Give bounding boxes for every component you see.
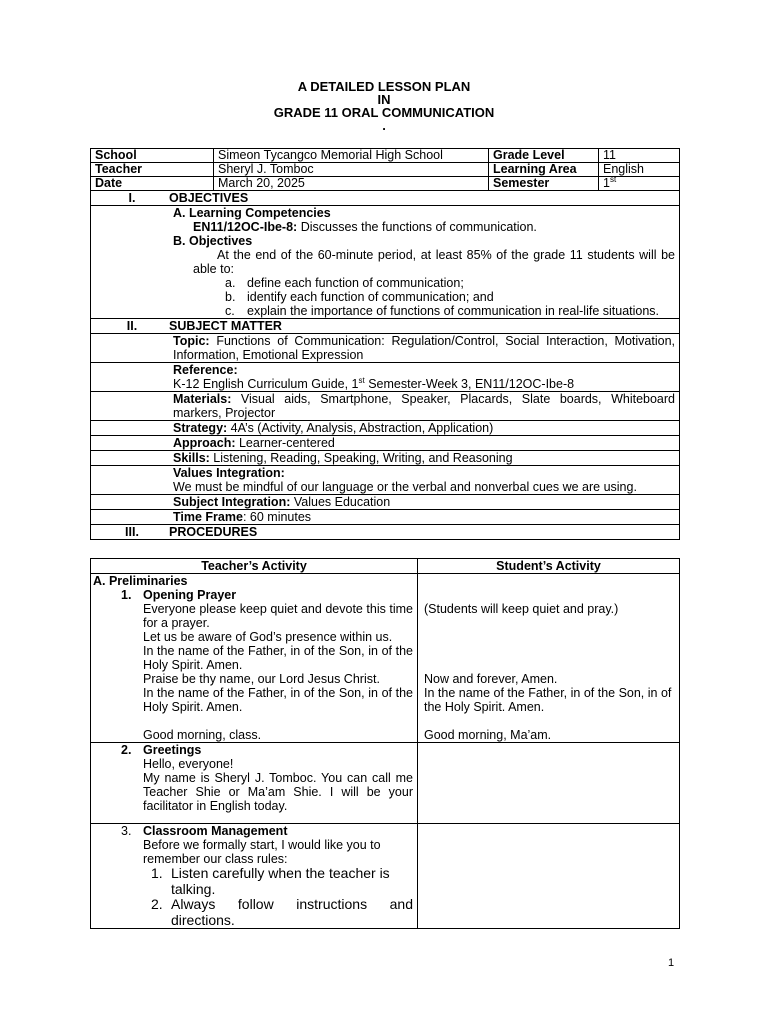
date-label: Date (91, 177, 214, 191)
topic-row: Topic: Functions of Communication: Regulation/Control, Social Interaction, Motivation, Information, Emotional Expression (91, 334, 680, 363)
approach-row: Approach: Learner-centered (91, 436, 680, 451)
doc-title-line3: GRADE 11 ORAL COMMUNICATION (273, 105, 495, 120)
student-activity-header: Student’s Activity (418, 559, 680, 574)
date-value: March 20, 2025 (214, 177, 489, 191)
values-integration-row: Values Integration: We must be mindful of our language or the verbal and nonverbal cues we are using. (91, 466, 680, 495)
teacher-value: Sheryl J. Tomboc (214, 163, 489, 177)
preliminaries-title: A. Preliminaries (93, 574, 188, 588)
subject-integration-row: Subject Integration: Values Education (91, 495, 680, 510)
subject-matter-heading: II. SUBJECT MATTER (91, 319, 680, 334)
objectives-intro: At the end of the 60-minute period, at least 85% of the grade 11 students will be able to: (193, 248, 675, 276)
teacher-label: Teacher (91, 163, 214, 177)
learning-competencies-title: A. Learning Competencies (173, 206, 331, 220)
doc-title-line1: A DETAILED LESSON PLAN (297, 79, 471, 94)
skills-row: Skills: Listening, Reading, Speaking, Writing, and Reasoning (91, 451, 680, 466)
doc-title-line4: . (382, 118, 386, 133)
teacher-activity-header: Teacher’s Activity (91, 559, 418, 574)
school-label: School (91, 149, 214, 163)
objectives-subtitle: B. Objectives (173, 234, 253, 248)
doc-title-line2: IN (377, 92, 391, 107)
lesson-plan-table (90, 190, 680, 540)
opening-prayer-teacher: A. Preliminaries 1. Opening Prayer Everyone please keep quiet and devote this time for a prayer. Let us be aware of God’s presence within us. In the name of the Father, in of the Son, in of the Holy Spirit. Amen. Praise be thy name, our Lord Jesus Christ. In the name of the Father, in of the Son, in of the Holy Spirit. Amen. Good morning, class. (91, 574, 418, 743)
classroom-management-title: 3. Classroom Management (121, 824, 288, 838)
reference-row: Reference: K-12 English Curriculum Guide, 1st Semester-Week 3, EN11/12OC-Ibe-8 (91, 363, 680, 392)
opening-prayer-title: 1. Opening Prayer (121, 588, 237, 602)
greetings-student (418, 743, 680, 824)
learning-competency: EN11/12OC-Ibe-8: Discusses the functions of communication. (193, 220, 537, 234)
semester-value: 1st (599, 177, 680, 191)
objectives-heading: I. OBJECTIVES (91, 191, 680, 206)
list-item: 2. Always follow instructions and directions. (151, 896, 413, 928)
time-frame-row: Time Frame: 60 minutes (91, 510, 680, 525)
objectives-list (95, 276, 675, 318)
procedures-heading: III. PROCEDURES (91, 525, 680, 540)
grade-level-value: 11 (599, 149, 680, 163)
grade-level-label: Grade Level (489, 149, 599, 163)
classroom-management-teacher: 3. Classroom Management Before we formally start, I would like you to remember our class rules: 1. Listen carefully when the teacher is talking. 2. Always follow instructions and directions. (91, 824, 418, 929)
list-item: a. define each function of communication; (225, 276, 464, 290)
procedures-table (90, 558, 680, 929)
class-rules-list (93, 866, 413, 928)
school-value: Simeon Tycangco Memorial High School (214, 149, 489, 163)
greetings-title: 2. Greetings (121, 743, 202, 757)
objectives-section (91, 206, 680, 319)
strategy-row: Strategy: 4A’s (Activity, Analysis, Abstraction, Application) (91, 421, 680, 436)
classroom-management-student (418, 824, 680, 929)
opening-prayer-student: (Students will keep quiet and pray.) Now and forever, Amen. In the name of the Father, in of the Son, in of the Holy Spirit. Amen. Good morning, Ma’am. (418, 574, 680, 743)
materials-row: Materials: Visual aids, Smartphone, Speaker, Placards, Slate boards, Whiteboard markers, Projector (91, 392, 680, 421)
greetings-teacher: 2. Greetings Hello, everyone! My name is Sheryl J. Tomboc. You can call me Teacher Shie or Ma’am Shie. I will be your facilitator in English today. (91, 743, 418, 824)
learning-area-value: English (599, 163, 680, 177)
info-table (90, 148, 680, 191)
list-item: c. explain the importance of functions of communication in real-life situations. (225, 304, 660, 318)
learning-area-label: Learning Area (489, 163, 599, 177)
list-item: b. identify each function of communication; and (225, 290, 494, 304)
page-number: 1 (668, 957, 675, 969)
semester-label: Semester (489, 177, 599, 191)
list-item: 1. Listen carefully when the teacher is talking. (151, 865, 390, 897)
